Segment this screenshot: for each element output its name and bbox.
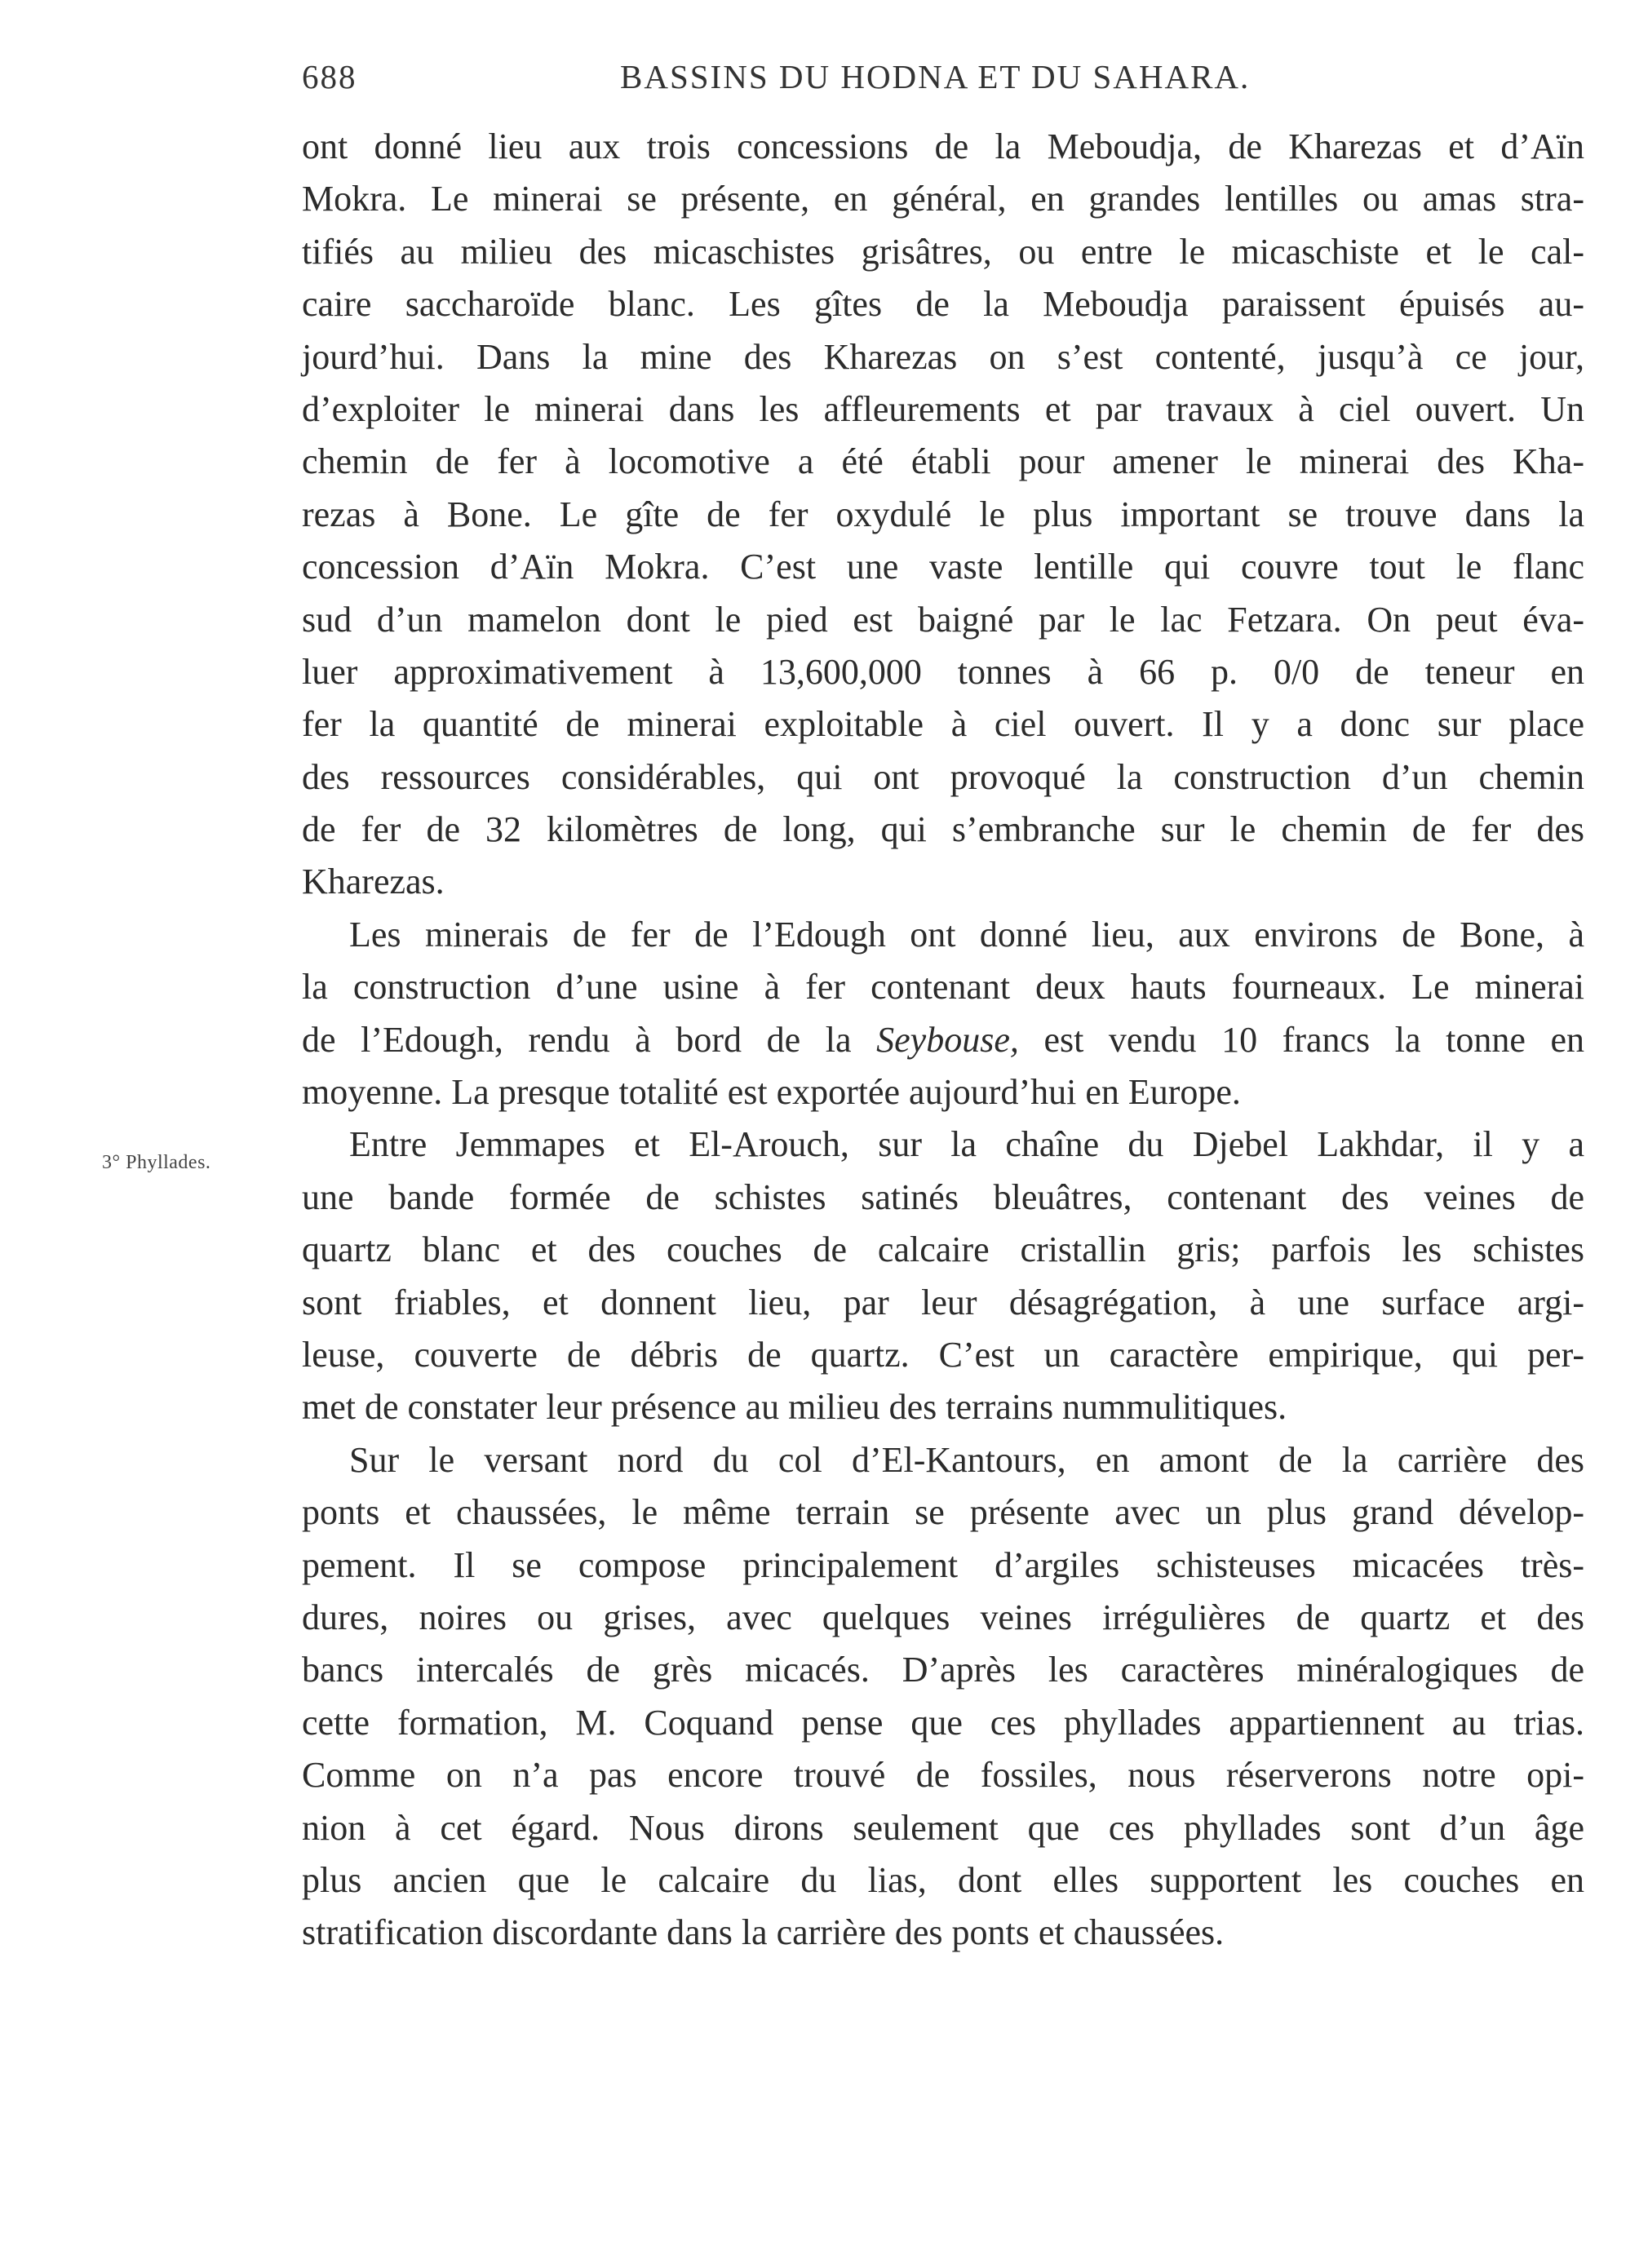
running-header — [302, 57, 1583, 106]
text-line: quartz blanc et des couches de calcaire cristallin gris; parfois les schistes — [302, 1229, 1584, 1270]
text-line: Sur le versant nord du col d’El-Kantours, en amont de la carrière des — [349, 1439, 1584, 1480]
paragraph-4 — [302, 1434, 1584, 1960]
text-line: luer approximativement à 13,600,000 tonnes à 66 p. 0/0 de teneur en — [302, 651, 1584, 692]
paragraph-3 — [302, 1118, 1584, 1433]
body-text — [302, 121, 1584, 1960]
text-line: Les minerais de fer de l’Edough ont donné lieu, aux environs de Bone, à — [349, 914, 1584, 955]
text-line: pement. Il se compose principalement d’argiles schisteuses micacées très- — [302, 1544, 1584, 1585]
text-line: des ressources considérables, qui ont provoqué la construction d’un chemin — [302, 756, 1584, 797]
text-line: jourd’hui. Dans la mine des Kharezas on s’est contenté, jusqu’à ce jour, — [302, 336, 1584, 377]
text-line: Entre Jemmapes et El-Arouch, sur la chaîne du Djebel Lakhdar, il y a — [349, 1124, 1584, 1165]
text-line: tifiés au milieu des micaschistes grisâtres, ou entre le micaschiste et le cal- — [302, 231, 1584, 272]
text-line: plus ancien que le calcaire du lias, dont elles supportent les couches en — [302, 1859, 1584, 1900]
text-fragment: est vendu 10 francs la tonne en — [1018, 1019, 1584, 1060]
text-line-with-italic — [302, 1014, 1584, 1066]
text-line: caire saccharoïde blanc. Les gîtes de la Meboudja paraissent épuisés au- — [302, 284, 1584, 325]
text-line: Mokra. Le minerai se présente, en général, en grandes lentilles ou amas stra- — [302, 179, 1584, 219]
text-line: leuse, couverte de débris de quartz. C’est un caractère empirique, qui per- — [302, 1334, 1584, 1375]
text-line: stratification discordante dans la carrière des ponts et chaussées. — [302, 1912, 1225, 1953]
text-line: rezas à Bone. Le gîte de fer oxydulé le plus important se trouve dans la — [302, 494, 1584, 534]
text-line: sud d’un mamelon dont le pied est baigné par le lac Fetzara. On peut éva- — [302, 599, 1584, 640]
text-line: chemin de fer à locomotive a été établi pour amener le minerai des Kha- — [302, 441, 1584, 482]
text-line: sont friables, et donnent lieu, par leur désagrégation, à une surface argi- — [302, 1282, 1584, 1322]
text-fragment: de l’Edough, rendu à bord de la — [302, 1019, 877, 1060]
text-line: moyenne. La presque totalité est exportée aujourd’hui en Europe. — [302, 1072, 1241, 1113]
text-line: d’exploiter le minerai dans les affleurements et par travaux à ciel ouvert. Un — [302, 388, 1584, 429]
text-line: dures, noires ou grises, avec quelques veines irrégulières de quartz et des — [302, 1597, 1584, 1637]
page-number: 688 — [302, 58, 357, 95]
text-line: Kharezas. — [302, 862, 445, 902]
running-title: BASSINS DU HODNA ET DU SAHARA. — [620, 58, 1251, 95]
text-line: met de constater leur présence au milieu des terrains nummulitiques. — [302, 1387, 1287, 1428]
paragraph-1 — [302, 121, 1584, 909]
text-line: une bande formée de schistes satinés bleuâtres, contenant des veines de — [302, 1176, 1584, 1217]
text-line: Comme on n’a pas encore trouvé de fossiles, nous réserverons notre opi- — [302, 1755, 1584, 1796]
text-line: cette formation, M. Coquand pense que ces phyllades appartiennent au trias. — [302, 1702, 1584, 1743]
text-line: bancs intercalés de grès micacés. D’après les caractères minéralogiques de — [302, 1650, 1584, 1690]
text-line: nion à cet égard. Nous dirons seulement que ces phyllades sont d’un âge — [302, 1807, 1584, 1848]
margin-note: 3° Phyllades. — [102, 1152, 211, 1173]
text-line: ont donné lieu aux trois concessions de la Meboudja, de Kharezas et d’Aïn — [302, 126, 1584, 166]
text-line: fer la quantité de minerai exploitable à ciel ouvert. Il y a donc sur place — [302, 704, 1584, 745]
text-line: de fer de 32 kilomètres de long, qui s’embranche sur le chemin de fer des — [302, 809, 1584, 850]
text-line: concession d’Aïn Mokra. C’est une vaste lentille qui couvre tout le flanc — [302, 547, 1584, 587]
text-line: la construction d’une usine à fer contenant deux hauts fourneaux. Le minerai — [302, 967, 1584, 1008]
text-line: ponts et chaussées, le même terrain se présente avec un plus grand dévelop- — [302, 1492, 1584, 1533]
ship-name-italic: Seybouse, — [876, 1019, 1019, 1060]
paragraph-2 — [302, 909, 1584, 1119]
